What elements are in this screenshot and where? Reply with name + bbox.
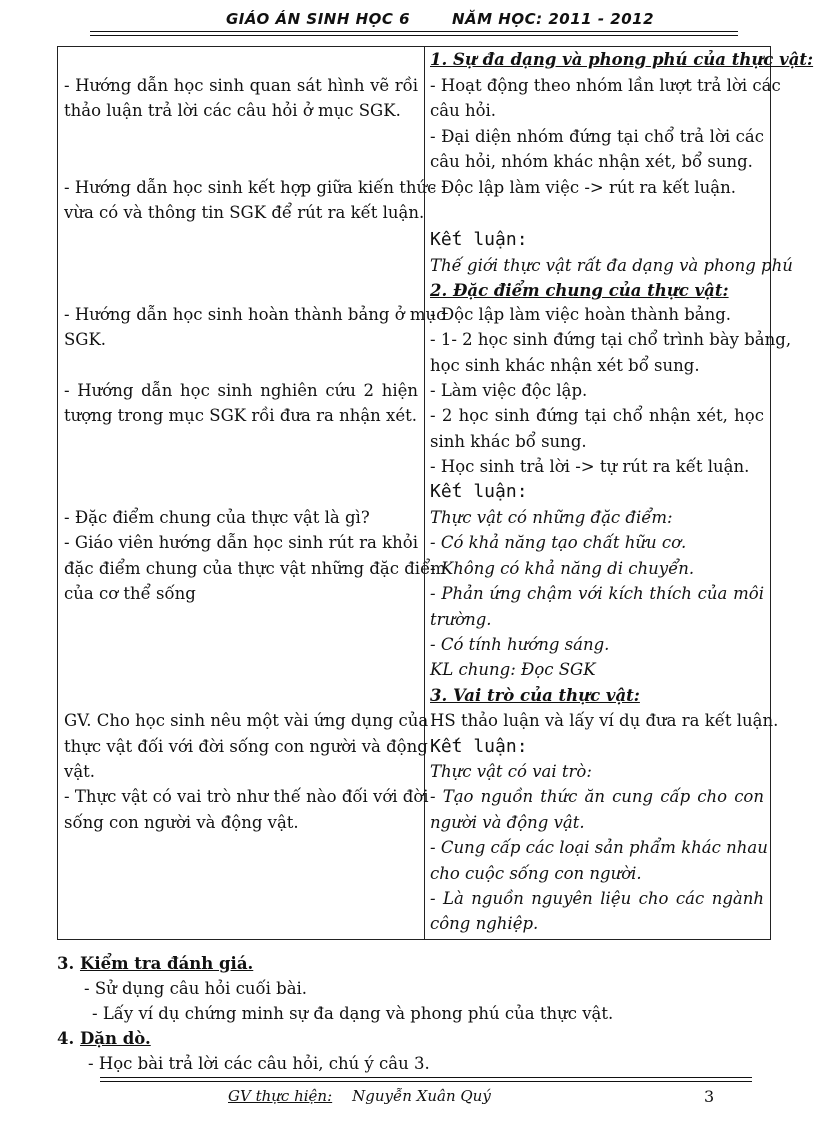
right-line: sinh khác bổ sung. [430,432,587,451]
conclusion-label: Kết luận: [430,229,528,250]
section-3-item: - Lấy ví dụ chứng minh sự đa dạng và phong phú của thực vật. [92,1004,614,1023]
right-line: HS thảo luận và lấy ví dụ đưa ra kết luận. [430,711,779,730]
conclusion-text: - Có tính hướng sáng. [430,635,610,654]
right-line: câu hỏi, nhóm khác nhận xét, bổ sung. [430,152,753,171]
left-line: SGK. [64,330,107,349]
left-line: - Hướng dẫn học sinh quan sát hình vẽ rồi [64,76,418,95]
left-line: GV. Cho học sinh nêu một vài ứng dụng của [64,711,429,730]
student-activities [425,47,814,939]
section-4-heading [57,1027,151,1051]
header-school-year: NĂM HỌC: 2011 - 2012 [452,10,655,28]
right-line: - Làm việc độc lập. [430,381,588,400]
conclusion-text: Thế giới thực vật rất đa dạng và phong phú [430,256,793,275]
page-number: 3 [704,1087,715,1106]
section-3-title: Kiểm tra đánh giá. [79,954,254,973]
section-4-number: 4. [57,1029,75,1048]
section-3-number: 3. [57,954,75,973]
footer-label: GV thực hiện: [228,1087,333,1105]
right-line: - Độc lập làm việc hoàn thành bảng. [430,305,732,324]
right-line: - Học sinh trả lời -> tự rút ra kết luận. [430,457,750,476]
conclusion-text: KL chung: Đọc SGK [430,660,596,679]
right-line: - Đại diện nhóm đứng tại chổ trả lời các [430,127,764,146]
right-line: - Độc lập làm việc -> rút ra kết luận. [430,178,736,197]
left-line: - Hướng dẫn học sinh nghiên cứu 2 hiện [64,381,418,400]
left-line: - Giáo viên hướng dẫn học sinh rút ra khỏi [64,533,418,552]
conclusion-text: - Phản ứng chậm với kích thích của môi [430,584,764,603]
right-line: - 2 học sinh đứng tại chổ nhận xét, học [430,406,764,425]
conclusion-label: Kết luận: [430,481,528,502]
footer-rule [100,1077,752,1078]
conclusion-label: Kết luận: [430,736,528,757]
footer-teacher [228,1087,491,1105]
section-3-item: - Sử dụng câu hỏi cuối bài. [84,979,308,998]
left-line: của cơ thể sống [64,584,196,603]
conclusion-text: công nghiệp. [430,914,539,933]
conclusion-text: - Tạo nguồn thức ăn cung cấp cho con [430,787,764,806]
table-row [58,47,771,940]
footer-rule-thin [100,1081,752,1082]
section-4-title: Dặn dò. [79,1029,151,1048]
conclusion-text: - Là nguồn nguyên liệu cho các ngành [430,889,764,908]
header-rule [90,31,738,32]
header-subject: GIÁO ÁN SINH HỌC 6 [226,10,411,28]
left-line: - Hướng dẫn học sinh hoàn thành bảng ở mục [64,305,446,324]
conclusion-text: cho cuộc sống con người. [430,864,642,883]
left-line: thảo luận trả lời các câu hỏi ở mục SGK. [64,101,401,120]
conclusion-text: - Cung cấp các loại sản phẩm khác nhau [430,838,768,857]
left-line: vừa có và thông tin SGK để rút ra kết luận. [64,203,425,222]
conclusion-text: Thực vật có vai trò: [430,762,592,781]
page-header [90,8,738,30]
left-line: thực vật đối với đời sống con người và động [64,737,428,756]
left-line: - Hướng dẫn học sinh kết hợp giữa kiến thức [64,178,437,197]
right-line: - 1- 2 học sinh đứng tại chổ trình bày bảng, [430,330,792,349]
lesson-table [57,46,814,940]
conclusion-text: - Có khả năng tạo chất hữu cơ. [430,533,687,552]
conclusion-text: người và động vật. [430,813,585,832]
left-line: tượng trong mục SGK rồi đưa ra nhận xét. [64,406,417,425]
teacher-activities-cell [58,47,446,940]
teacher-name: Nguyễn Xuân Quý [352,1087,491,1105]
header-rule-thin [90,35,738,36]
left-line: đặc điểm chung của thực vật những đặc điểm [64,559,446,578]
section-heading-characteristics: 2. Đặc điểm chung của thực vật: [430,281,729,300]
teacher-activities [58,47,446,939]
right-line: - Hoạt động theo nhóm lần lượt trả lời các [430,76,781,95]
right-line: học sinh khác nhận xét bổ sung. [430,356,700,375]
conclusion-text: Thực vật có những đặc điểm: [430,508,673,527]
section-heading-diversity: 1. Sự đa dạng và phong phú của thực vật: [430,50,814,69]
section-heading-role: 3. Vai trò của thực vật: [430,686,640,705]
conclusion-text: trường. [430,610,492,629]
section-3-heading [57,952,253,976]
left-line: sống con người và động vật. [64,813,299,832]
page-footer [100,1077,752,1111]
left-line: - Đặc điểm chung của thực vật là gì? [64,508,370,527]
conclusion-text: - Không có khả năng di chuyển. [430,559,695,578]
right-line: câu hỏi. [430,101,497,120]
section-4-item: - Học bài trả lời các câu hỏi, chú ý câu 3. [88,1054,430,1073]
left-line: - Thực vật có vai trò như thế nào đối với đời [64,787,429,806]
student-activities-cell [425,47,814,940]
left-line: vật. [64,762,96,781]
